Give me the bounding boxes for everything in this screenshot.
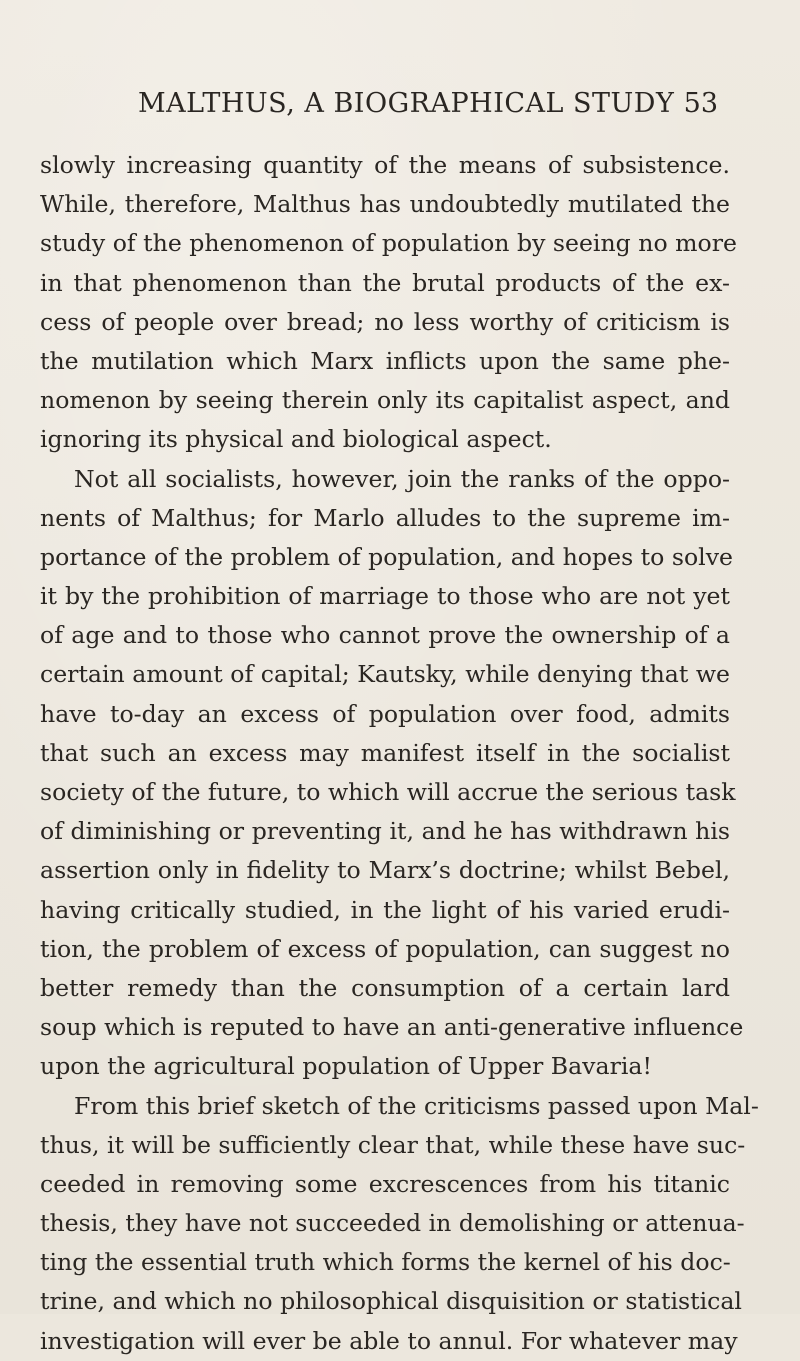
text-line: ceeded in removing some excrescences from his titanic [40, 1169, 730, 1198]
text-line: that such an excess may manifest itself in the socialist [40, 738, 730, 767]
text-line: nomenon by seeing therein only its capitalist aspect, and [40, 386, 730, 415]
text-line: study of the phenomenon of population by seeing no more [40, 229, 737, 258]
text-line: of age and to those who cannot prove the ownership of a [40, 621, 730, 650]
body-text [40, 146, 759, 1361]
text-line: better remedy than the consumption of a certain lard [40, 973, 730, 1002]
text-line: trine, and which no philosophical disquisition or statistical [40, 1287, 742, 1316]
text-line: nents of Malthus; for Marlo alludes to the supreme im- [40, 503, 730, 532]
text-line: portance of the problem of population, and hopes to solve [40, 542, 734, 571]
text-line: ignoring its physical and biological aspect. [40, 425, 552, 454]
text-line: tion, the problem of excess of population, can suggest no [40, 934, 730, 963]
text-line: of diminishing or preventing it, and he has withdrawn his [40, 817, 730, 846]
text-line: thesis, they have not succeeded in demolishing or attenua- [40, 1209, 745, 1238]
text-line: Not all socialists, however, join the ranks of the oppo- [74, 464, 730, 493]
text-line: the mutilation which Marx inflicts upon the same phe- [40, 346, 730, 375]
text-line: it by the prohibition of marriage to those who are not yet [40, 582, 730, 611]
running-head-title: MALTHUS, A BIOGRAPHICAL STUDY [138, 88, 675, 119]
text-line: certain amount of capital; Kautsky, while denying that we [40, 660, 730, 689]
text-line: investigation will ever be able to annul. For whatever may [40, 1326, 738, 1355]
page-number: 53 [683, 88, 718, 119]
text-line: slowly increasing quantity of the means of subsistence. [40, 151, 730, 179]
text-line: thus, it will be sufficiently clear that, while these have suc- [40, 1130, 746, 1159]
text-line: assertion only in fidelity to Marx’s doctrine; whilst Bebel, [40, 856, 730, 885]
text-line: have to-day an excess of population over food, admits [40, 699, 730, 728]
text-line: society of the future, to which will accrue the serious task [40, 778, 736, 806]
text-line: While, therefore, Malthus has undoubtedly mutilated the [40, 190, 730, 219]
text-line: soup which is reputed to have an anti-generative influence [40, 1013, 744, 1042]
text-line: having critically studied, in the light of his varied erudi- [40, 895, 730, 924]
text-line: ting the essential truth which forms the kernel of his doc- [40, 1248, 731, 1277]
text-line: From this brief sketch of the criticisms passed upon Mal- [74, 1091, 759, 1120]
text-line: in that phenomenon than the brutal products of the ex- [40, 268, 730, 297]
text-line: cess of people over bread; no less worthy of criticism is [40, 307, 730, 336]
text-line: upon the agricultural population of Upper Bavaria! [40, 1052, 652, 1081]
